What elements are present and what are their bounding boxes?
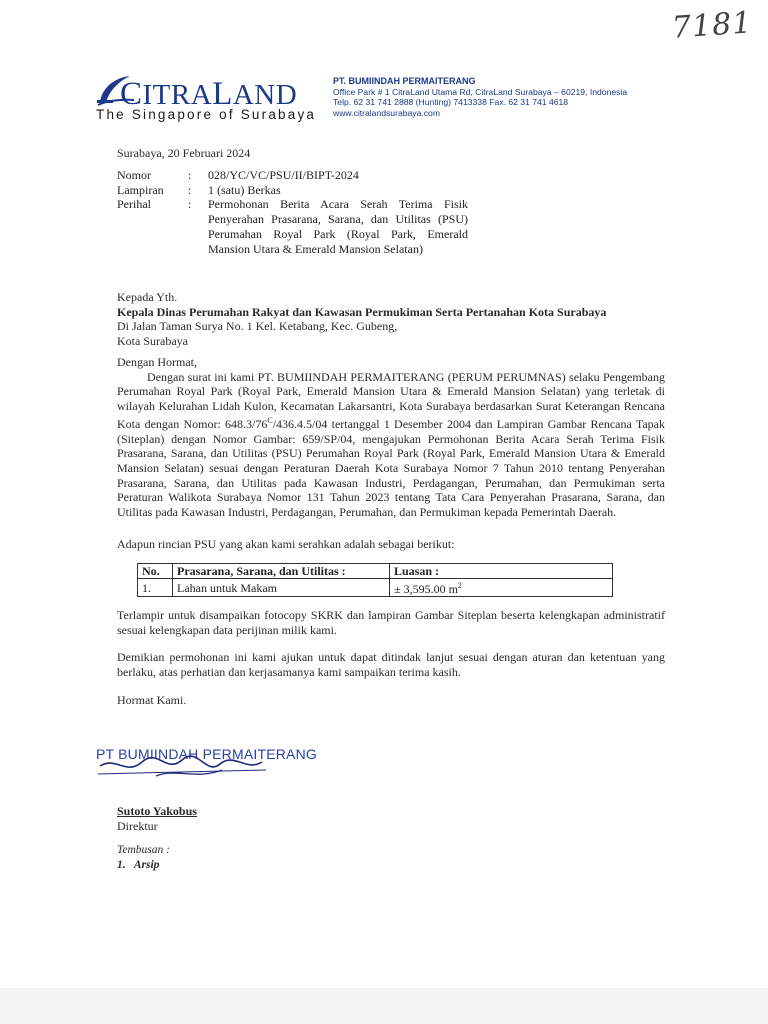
table-cell-item: Lahan untuk Makam	[173, 579, 390, 597]
logo-letter-l: L	[212, 76, 233, 112]
logo-tagline: The Singapore of Surabaya	[96, 107, 317, 122]
psu-table	[137, 563, 613, 597]
table-cell-no: 1.	[138, 579, 173, 597]
meta-label: Perihal	[117, 197, 151, 212]
body-p1-superscript: C	[267, 415, 273, 425]
company-website[interactable]: www.citralandsurabaya.com	[333, 107, 440, 118]
meta-label: Lampiran	[117, 182, 164, 197]
table-row	[138, 579, 613, 597]
signer-block	[117, 804, 197, 833]
recipient-city: Kota Surabaya	[117, 334, 188, 349]
body-paragraph-2: Terlampir untuk disampaikan fotocopy SKRK dan lampiran Gambar Siteplan beserta kelengkapan administratif sesuai kelengkapan data perijinan milik kami.	[117, 608, 665, 637]
signature-area	[96, 742, 366, 792]
tembusan-item: 1. Arsip	[117, 858, 160, 871]
meta-colon: :	[188, 182, 192, 197]
closing: Hormat Kami.	[117, 693, 187, 707]
letter-body	[117, 355, 665, 520]
signer-name: Sutoto Yakobus	[117, 804, 197, 818]
handwritten-number: 7181	[670, 5, 754, 46]
tembusan-label: Tembusan :	[117, 844, 170, 856]
meta-row-nomor	[117, 168, 468, 183]
table-header-luasan: Luasan :	[390, 564, 613, 579]
body-paragraph-1	[117, 370, 665, 520]
meta-value-lampiran: 1 (satu) Berkas	[208, 182, 281, 197]
company-address: Office Park # 1 CitraLand Utama Rd, CitraLand Surabaya – 60219, Indonesia	[333, 86, 628, 97]
table-header-item: Prasarana, Sarana, dan Utilitas :	[173, 564, 390, 579]
company-phone: Telp. 62 31 741 2888 (Hunting) 7413338 Fax. 62 31 741 4618	[333, 97, 569, 108]
body-p1-part-a: Dengan surat ini kami PT. BUMIINDAH PERMAITERANG (PERUM PERUMNAS) selaku Pengembang Perumahan Royal Park (Royal Park, Emerald Mansion Utara & Emerald Mansion Selatan) yang terletak di wilayah Kelurahan Lidah Kulon, Kecamatan Lakarsantri, Kota Surabaya berdasarkan Surat Keterangan Rencana Kota dengan Nomor: 648.3/76	[117, 369, 665, 431]
body-p1-part-b: /436.4.5/04 tertanggal 1 Desember 2004 dan Lampiran Gambar Rencana Tapak (Siteplan) dengan Nomor Gambar: 659/SP/04, mengajukan Permohonan Berita Acara Serah Terima Fisik Prasarana, Sarana, dan Utilitas (PSU) Perumahan Royal Park (Royal Park, Emerald Mansion Utara & Emerald Mansion Selatan) sesuai dengan Peraturan Daerah Kota Surabaya Nomor 7 Tahun 2010 tentang Penyerahan Prasarana, Sarana, dan Utilitas pada Kawasan Industri, Perdagangan, Perumahan, dan Permukiman serta Peraturan Walikota Surabaya Nomor 131 Tahun 2023 tentang Tata Cara Penyerahan Prasarana, Sarana, dan Utilitas pada Kawasan Industri, Perdagangan, Perumahan, dan Permukiman kepada Pemerintah Daerah.	[117, 416, 665, 520]
meta-label: Nomor	[117, 168, 151, 182]
meta-value-perihal: Permohonan Berita Acara Serah Terima Fisik Penyerahan Prasarana, Sarana, dan Utilitas (PSU) Perumahan Royal Park (Royal Park, Emerald Mansion Utara & Emerald Mansion Selatan)	[208, 197, 468, 256]
letter-meta	[117, 168, 468, 256]
meta-colon: :	[188, 197, 192, 212]
company-stamp: PT BUMIINDAH PERMAITERANG	[96, 746, 317, 762]
company-header	[333, 76, 627, 118]
handwritten-signature-icon	[96, 746, 296, 786]
table-header-row	[138, 564, 613, 579]
body-adapun: Adapun rincian PSU yang akan kami serahkan adalah sebagai berikut:	[117, 537, 455, 551]
luasan-value: ± 3,595.00 m	[394, 582, 458, 596]
company-name: PT. BUMIINDAH PERMAITERANG	[333, 76, 476, 86]
table-header-no: No.	[138, 564, 173, 579]
table-cell-luasan	[390, 579, 613, 597]
logo-letters-and: AND	[232, 79, 298, 111]
tembusan-block	[117, 843, 170, 872]
salutation: Dengan Hormat,	[117, 355, 197, 369]
meta-row-lampiran	[117, 183, 468, 198]
recipient-greeting: Kepada Yth.	[117, 290, 178, 304]
logo-letters-itra: ITRA	[142, 79, 213, 111]
footer-strip	[0, 988, 768, 1024]
meta-colon: :	[188, 168, 192, 182]
recipient-block	[117, 290, 606, 349]
meta-value-nomor: 028/YC/VC/PSU/II/BIPT-2024	[208, 168, 359, 182]
letter-date: Surabaya, 20 Februari 2024	[117, 146, 251, 160]
recipient-address: Di Jalan Taman Surya No. 1 Kel. Ketabang, Kec. Gubeng,	[117, 319, 398, 334]
logo-letter-c: C	[120, 76, 143, 112]
recipient-title: Kepala Dinas Perumahan Rakyat dan Kawasan Permukiman Serta Pertanahan Kota Surabaya	[117, 304, 607, 319]
luasan-unit-superscript: 2	[457, 581, 462, 590]
meta-row-perihal	[117, 197, 468, 256]
body-paragraph-3: Demikian permohonan ini kami ajukan untuk dapat ditindak lanjut sesuai dengan aturan dan ketentuan yang berlaku, atas perhatian dan kerjasamanya kami sampaikan terima kasih.	[117, 650, 665, 679]
signer-position: Direktur	[117, 818, 158, 833]
